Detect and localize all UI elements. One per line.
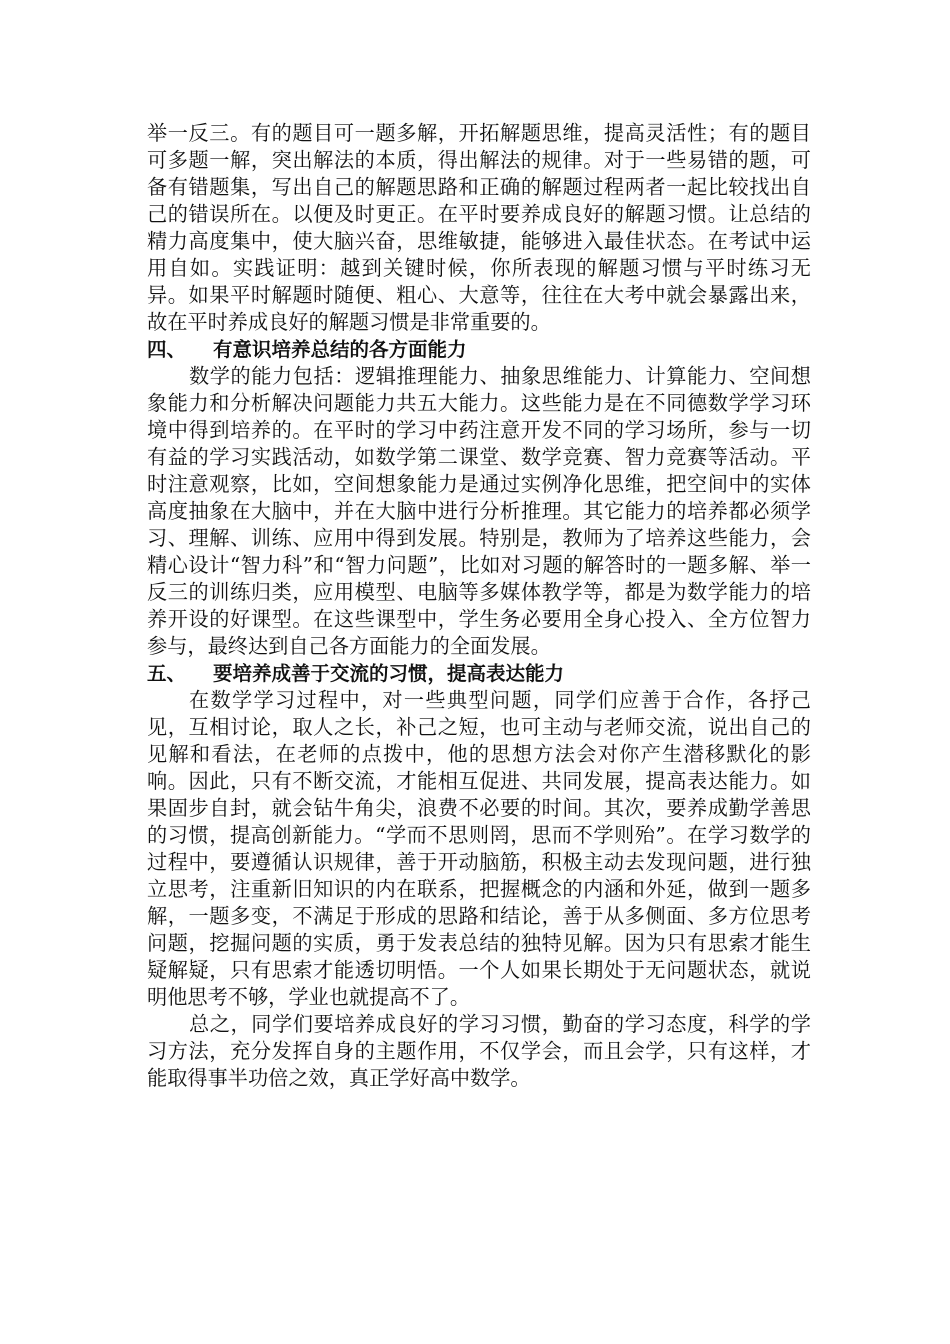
document-page [147,120,811,1092]
section-5-heading [147,660,811,687]
section-4-number: 四、 [147,338,187,361]
paragraph-continuation: 举一反三。有的题目可一题多解，开拓解题思维，提高灵活性；有的题目可多题一解，突出解法的本质，得出解法的规律。对于一些易错的题，可备有错题集，写出自己的解题思路和正确的解题过程两者一起比较找出自己的错误所在。以便及时更正。在平时要养成良好的解题习惯。让总结的精力高度集中，使大脑兴奋，思维敏捷，能够进入最佳状态。在考试中运用自如。实践证明：越到关键时候，你所表现的解题习惯与平时练习无异。如果平时解题时随便、粗心、大意等，往往在大考中就会暴露出来，故在平时养成良好的解题习惯是非常重要的。 [147,121,811,334]
section-5-title: 要培养成善于交流的习惯，提高表达能力 [213,662,565,685]
section-4-title: 有意识培养总结的各方面能力 [213,338,467,361]
section-5-body: 在数学学习过程中，对一些典型问题，同学们应善于合作，各抒己见，互相讨论，取人之长，补己之短，也可主动与老师交流，说出自己的见解和看法，在老师的点拨中，他的思想方法会对你产生潜移默化的影响。因此，只有不断交流，才能相互促进、共同发展，提高表达能力。如果固步自封，就会钻牛角尖，浪费不必要的时间。其次，要养成勤学善思的习惯，提高创新能力。“学而不思则罔，思而不学则殆”。在学习数学的过程中，要遵循认识规律，善于开动脑筋，积极主动去发现问题，进行独立思考，注重新旧知识的内在联系，把握概念的内涵和外延，做到一题多解，一题多变，不满足于形成的思路和结论，善于从多侧面、多方位思考问题，挖掘问题的实质，勇于发表总结的独特见解。因为只有思索才能生疑解疑，只有思索才能透切明悟。一个人如果长期处于无问题状态，就说明他思考不够，学业也就提高不了。 [147,688,811,1009]
section-4-heading [147,336,811,363]
section-5-number: 五、 [147,662,187,685]
section-4-body: 数学的能力包括：逻辑推理能力、抽象思维能力、计算能力、空间想象能力和分析解决问题能力共五大能力。这些能力是在不同德数学学习环境中得到培养的。在平时的学习中药注意开发不同的学习场所，参与一切有益的学习实践活动，如数学第二课堂、数学竞赛、智力竞赛等活动。平时注意观察，比如，空间想象能力是通过实例净化思维，把空间中的实体高度抽象在大脑中，并在大脑中进行分析推理。其它能力的培养都必须学习、理解、训练、应用中得到发展。特别是，教师为了培养这些能力，会精心设计“智力科”和“智力问题”，比如对习题的解答时的一题多解、举一反三的训练归类，应用模型、电脑等多媒体教学等，都是为数学能力的培养开设的好课型。在这些课型中，学生务必要用全身心投入、全方位智力参与，最终达到自己各方面能力的全面发展。 [147,364,811,658]
conclusion-paragraph: 总之，同学们要培养成良好的学习习惯，勤奋的学习态度，科学的学习方法，充分发挥自身的主题作用，不仅学会，而且会学，只有这样，才能取得事半功倍之效，真正学好高中数学。 [147,1012,811,1090]
